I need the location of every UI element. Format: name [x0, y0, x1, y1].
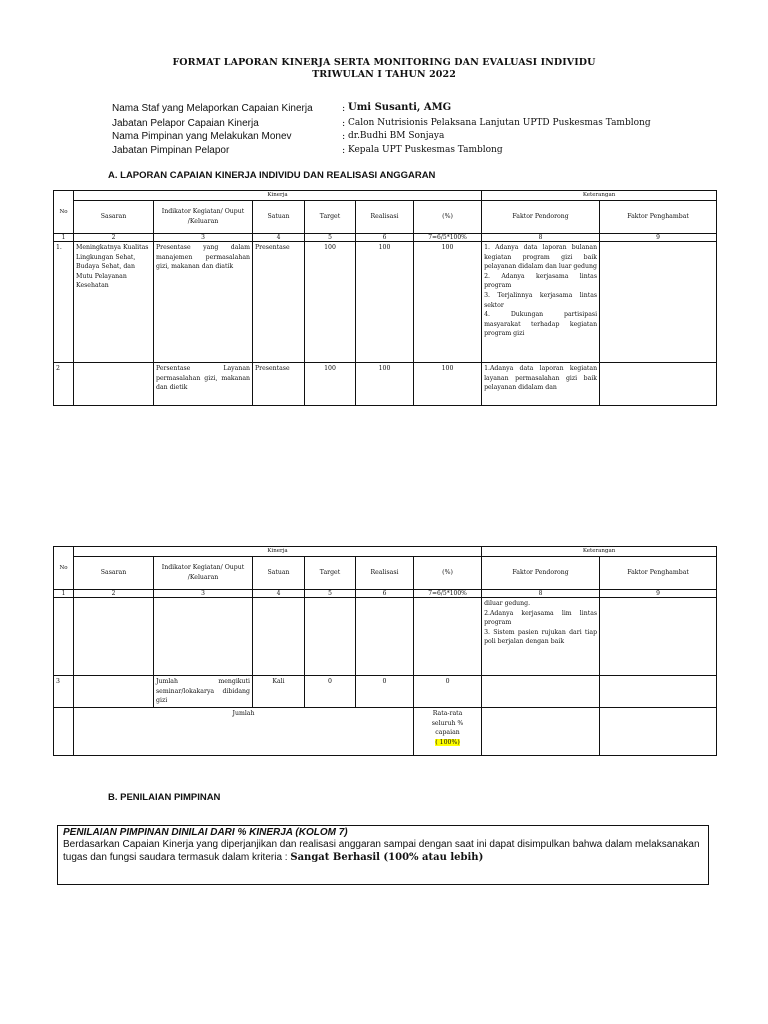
average-cell: [414, 708, 482, 756]
header-sasaran: Sasaran: [74, 201, 154, 234]
document-subtitle: TRIWULAN I TAHUN 2022: [312, 69, 456, 80]
header-faktor-pendorong: Faktor Pendorong: [482, 201, 600, 234]
row-faktor-penghambat: [600, 363, 717, 406]
header-faktor-penghambat: Faktor Penghambat: [600, 201, 717, 234]
header-satuan: Satuan: [253, 201, 305, 234]
list-item: 2. Adanya kerjasama lintas program: [484, 272, 598, 290]
row-sasaran: [74, 676, 154, 708]
row-realisasi: 100: [356, 363, 414, 406]
header-target: Target: [305, 201, 356, 234]
header-no: No: [54, 547, 74, 590]
column-number: 5: [305, 234, 356, 242]
header-target: Target: [305, 557, 356, 590]
column-number: 8: [482, 590, 600, 598]
row-target: 0: [305, 676, 356, 708]
column-number: 8: [482, 234, 600, 242]
row-target: 100: [305, 363, 356, 406]
column-number: 1: [54, 590, 74, 598]
row-no: 3: [54, 676, 74, 708]
row-satuan: Presentase: [253, 363, 305, 406]
column-number: 3: [154, 234, 253, 242]
column-number: 6: [356, 234, 414, 242]
column-number: 5: [305, 590, 356, 598]
table-row: [54, 363, 717, 406]
total-row: [54, 708, 717, 756]
row-indikator: Presentase yang dalam manajemen permasalahan gizi, makanan dan diatik: [154, 242, 253, 363]
row-indikator: [154, 598, 253, 676]
row-realisasi: [356, 598, 414, 676]
info-colon: :: [342, 118, 346, 129]
row-sasaran: [74, 598, 154, 676]
row-realisasi: 0: [356, 676, 414, 708]
row-persen: 0: [414, 676, 482, 708]
header-faktor-pendorong: Faktor Pendorong: [482, 557, 600, 590]
column-number: 4: [253, 234, 305, 242]
info-value-leader-position: Kepala UPT Puskesmas Tamblong: [348, 145, 503, 155]
row-indikator: Persentase Layanan permasalahan gizi, makanan dan dietik: [154, 363, 253, 406]
row-satuan: Presentase: [253, 242, 305, 363]
info-value-staff-name: Umi Susanti, AMG: [348, 102, 452, 113]
list-item: 3. Terjalinnya kerjasama lintas sektor: [484, 292, 598, 309]
header-indikator: Indikator Kegiatan/ Ouput /Keluaran: [154, 557, 253, 590]
row-target: [305, 598, 356, 676]
column-number: 3: [154, 590, 253, 598]
row-no: 1.: [54, 242, 74, 363]
row-realisasi: 100: [356, 242, 414, 363]
column-number: 7=6/5*100%: [414, 234, 482, 242]
row-sasaran: Meningkatnya Kualitas Lingkungan Sehat, Budaya Sehat, dan Mutu Pelayanan Kesehatan: [74, 242, 154, 363]
info-label-staff-name: Nama Staf yang Melaporkan Capaian Kinerja: [112, 103, 313, 114]
performance-table-page2: [53, 546, 717, 756]
info-value-leader-name: dr.Budhi BM Sonjaya: [348, 131, 445, 141]
performance-table-page1: [53, 190, 717, 406]
row-faktor-pendorong: [482, 598, 600, 676]
row-faktor-pendorong: [482, 242, 600, 363]
document-title: FORMAT LAPORAN KINERJA SERTA MONITORING DAN EVALUASI INDIVIDU: [172, 57, 596, 68]
row-faktor-pendorong: [482, 363, 600, 406]
header-kinerja: Kinerja: [74, 547, 482, 557]
info-value-staff-position: Calon Nutrisionis Pelaksana Lanjutan UPTD Puskesmas Tamblong: [348, 118, 651, 128]
evaluation-title: PENILAIAN PIMPINAN DINILAI DARI % KINERJA (KOLOM 7): [63, 827, 348, 838]
header-keterangan: Keterangan: [482, 191, 717, 201]
column-number: 2: [74, 590, 154, 598]
section-b-heading: B. PENILAIAN PIMPINAN: [108, 792, 221, 803]
header-satuan: Satuan: [253, 557, 305, 590]
column-number: 6: [356, 590, 414, 598]
evaluation-text: [63, 838, 703, 864]
row-persen: 100: [414, 363, 482, 406]
average-value: ( 100%): [435, 738, 460, 746]
row-persen: [414, 598, 482, 676]
header-sasaran: Sasaran: [74, 557, 154, 590]
total-label: Jumlah: [74, 708, 414, 756]
average-label: capaian: [435, 729, 460, 737]
header-persen: (%): [414, 201, 482, 234]
column-number: 9: [600, 590, 717, 598]
info-label-leader-position: Jabatan Pimpinan Pelapor: [112, 145, 230, 156]
row-target: 100: [305, 242, 356, 363]
row-indikator: Jumlah mengikuti seminar/lokakarya dibidang gizi: [154, 676, 253, 708]
list-item: 2.Adanya kerjasama lim lintas program: [484, 609, 598, 627]
evaluation-statement: Berdasarkan Capaian Kinerja yang diperjanjikan dan realisasi anggaran sampai dengan saat ini dapat disimpulkan bahwa dalam melaksanakan tugas dan fungsi saudara termasuk dalam kriteria :: [63, 839, 700, 863]
info-colon: :: [342, 103, 346, 114]
header-realisasi: Realisasi: [356, 201, 414, 234]
header-persen: (%): [414, 557, 482, 590]
table-row: [54, 598, 717, 676]
row-persen: 100: [414, 242, 482, 363]
row-faktor-penghambat: [600, 676, 717, 708]
row-faktor-penghambat: [600, 598, 717, 676]
column-number: 7=6/5*100%: [414, 590, 482, 598]
header-kinerja: Kinerja: [74, 191, 482, 201]
row-satuan: [253, 598, 305, 676]
evaluation-verdict: Sangat Berhasil (100% atau lebih): [290, 852, 484, 863]
row-no: 2: [54, 363, 74, 406]
row-faktor-pendorong: [482, 676, 600, 708]
table-row: [54, 242, 717, 363]
list-item: 4. Dukungan partisipasi masyarakat terhadap kegiatan program gizi: [484, 311, 598, 338]
row-sasaran: [74, 363, 154, 406]
header-no: No: [54, 191, 74, 234]
table-row: [54, 676, 717, 708]
list-item: diluar gedung.: [484, 600, 531, 607]
header-indikator: Indikator Kegiatan/ Ouput /Keluaran: [154, 201, 253, 234]
average-label: Rata-rata: [432, 710, 463, 717]
row-satuan: Kali: [253, 676, 305, 708]
header-faktor-penghambat: Faktor Penghambat: [600, 557, 717, 590]
average-label: seluruh %: [431, 719, 464, 727]
row-faktor-penghambat: [600, 242, 717, 363]
list-item: 3. Sistem pasien rujukan dari tiap poli berjalan dengan baik: [484, 628, 598, 646]
row-no: [54, 598, 74, 676]
section-a-heading: A. LAPORAN CAPAIAN KINERJA INDIVIDU DAN REALISASI ANGGARAN: [108, 170, 436, 181]
column-number: 1: [54, 234, 74, 242]
list-item: 1.Adanya data laporan kegiatan layanan permasalahan gizi baik pelayanan didalam dan: [484, 365, 598, 392]
info-colon: :: [342, 145, 346, 156]
header-realisasi: Realisasi: [356, 557, 414, 590]
info-label-staff-position: Jabatan Pelapor Capaian Kinerja: [112, 118, 259, 129]
column-number: 9: [600, 234, 717, 242]
list-item: 1. Adanya data laporan bulanan kegiatan program gizi baik pelayanan didalam dan luar gedung: [484, 244, 598, 271]
column-number: 4: [253, 590, 305, 598]
info-label-leader-name: Nama Pimpinan yang Melakukan Monev: [112, 131, 292, 142]
header-keterangan: Keterangan: [482, 547, 717, 557]
column-number: 2: [74, 234, 154, 242]
info-colon: :: [342, 131, 346, 142]
